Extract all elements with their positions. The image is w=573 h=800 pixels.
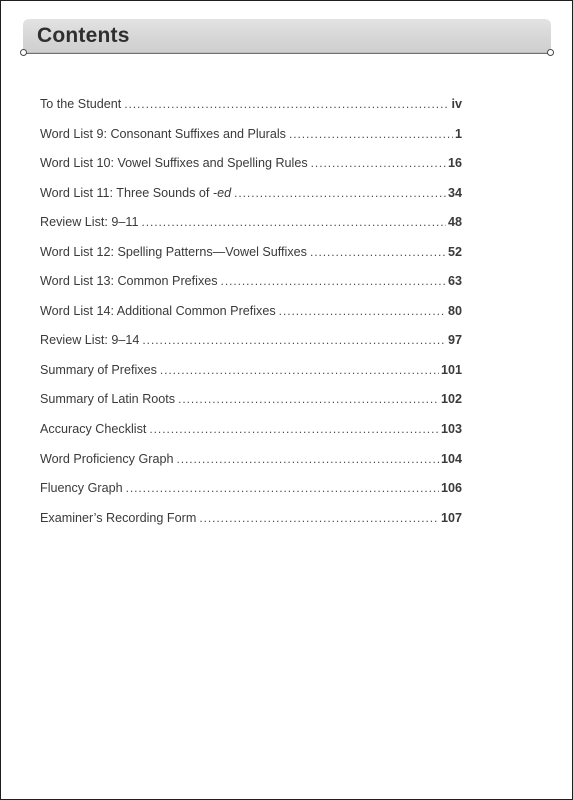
toc-entry-title: Word List 14: Additional Common Prefixes [40,303,276,318]
toc-entry-title: Word List 12: Spelling Patterns—Vowel Suffixes [40,244,307,259]
toc-entry-title: Word List 13: Common Prefixes [40,274,218,289]
toc-entry-page: 104 [440,451,462,466]
toc-entry-title [40,186,234,200]
toc-entry-title-italic-suffix: -ed [212,185,232,200]
header-rule [23,53,551,54]
toc-entry-page: 102 [440,392,462,407]
toc-entry-accuracy-checklist [40,422,462,452]
header-rule-right-dot [547,49,554,56]
toc-entry-summary-of-latin-roots [40,392,462,422]
toc-entry-examiners-recording-form [40,511,462,541]
dot-leader [142,334,446,346]
dot-leader [126,482,439,494]
dot-leader [279,305,446,317]
toc-entry-word-list-11 [40,186,462,216]
dot-leader [310,246,446,258]
toc-entry-page: 103 [440,422,462,437]
dot-leader [141,216,446,228]
table-of-contents [40,97,462,540]
toc-entry-title: Summary of Prefixes [40,362,157,377]
toc-entry-fluency-graph [40,481,462,511]
toc-entry-title: Word Proficiency Graph [40,451,174,466]
toc-entry-word-list-14 [40,304,462,334]
toc-entry-page: 63 [447,274,462,289]
toc-entry-page: 106 [440,481,462,496]
toc-entry-page: 1 [454,126,462,141]
toc-entry-title-text: Word List 11: Three Sounds of [40,185,213,200]
toc-entry-summary-of-prefixes [40,363,462,393]
dot-leader [160,364,439,376]
dot-leader [178,393,439,405]
toc-entry-page: 16 [447,156,462,171]
toc-entry-word-list-12 [40,245,462,275]
dot-leader [176,453,439,465]
toc-entry-word-list-10 [40,156,462,186]
toc-entry-title: Word List 10: Vowel Suffixes and Spelling Rules [40,156,308,171]
toc-entry-title: Accuracy Checklist [40,422,147,437]
toc-entry-review-list-9-14 [40,333,462,363]
toc-entry-page: 80 [447,303,462,318]
toc-entry-title: Word List 9: Consonant Suffixes and Plurals [40,126,286,141]
toc-entry-title: Fluency Graph [40,481,123,496]
contents-header-band [23,19,551,53]
toc-entry-title: Summary of Latin Roots [40,392,176,407]
toc-entry-page: 34 [447,185,462,200]
toc-entry-title: To the Student [40,97,122,111]
toc-entry-word-list-13 [40,274,462,304]
toc-entry-page: 48 [447,215,462,230]
toc-entry-page: 101 [440,362,462,377]
toc-entry-title: Review List: 9–11 [40,215,139,230]
toc-entry-word-list-9 [40,127,462,157]
toc-entry-title: Review List: 9–14 [40,333,140,348]
toc-entry-page: 97 [447,333,462,348]
dot-leader [124,98,449,110]
dot-leader [221,275,446,287]
toc-entry-review-list-9-11 [40,215,462,245]
dot-leader [234,187,446,199]
toc-entry-page: 107 [440,510,462,525]
toc-entry-page: iv [451,97,462,111]
dot-leader [311,157,446,169]
toc-entry-word-proficiency-graph [40,452,462,482]
dot-leader [289,128,453,140]
header-rule-left-dot [20,49,27,56]
toc-entry-title: Examiner’s Recording Form [40,510,197,525]
dot-leader [149,423,439,435]
page-title: Contents [37,24,130,47]
toc-entry-page: 52 [447,244,462,259]
toc-entry-to-the-student [40,97,462,127]
dot-leader [199,512,439,524]
